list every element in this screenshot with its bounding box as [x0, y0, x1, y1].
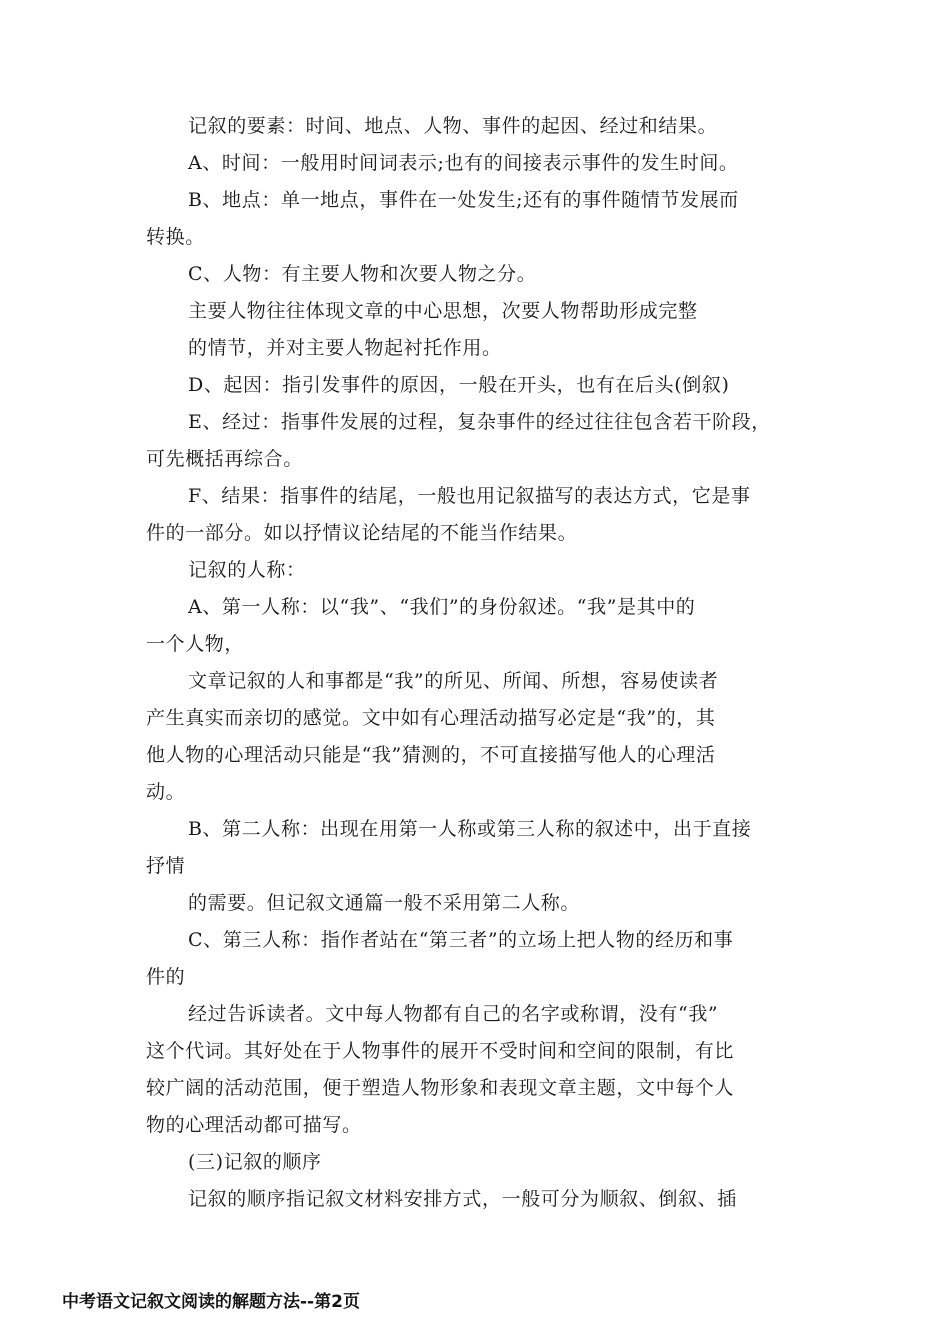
text-line: B、第二人称：出现在用第一人称或第三人称的叙述中，出于直接: [188, 818, 752, 840]
text-line: D、起因：指引发事件的原因，一般在开头，也有在后头(倒叙): [188, 374, 730, 396]
text-line: B、地点：单一地点，事件在一处发生;还有的事件随情节发展而: [188, 189, 739, 211]
text-line: 的需要。但记叙文通篇一般不采用第二人称。: [188, 892, 581, 914]
text-line: 记叙的顺序指记叙文材料安排方式，一般可分为顺叙、倒叙、插: [188, 1188, 737, 1210]
text-line: 抒情: [146, 855, 186, 877]
text-line: E、经过：指事件发展的过程，复杂事件的经过往往包含若干阶段，: [188, 411, 771, 433]
text-line: 记叙的要素：时间、地点、人物、事件的起因、经过和结果。: [188, 115, 718, 137]
text-line: 主要人物往往体现文章的中心思想，次要人物帮助形成完整: [188, 300, 698, 322]
text-line: 这个代词。其好处在于人物事件的展开不受时间和空间的限制，有比: [146, 1040, 735, 1062]
text-line: 物的心理活动都可描写。: [146, 1114, 362, 1136]
text-line: 他人物的心理活动只能是“我”猜测的，不可直接描写他人的心理活: [146, 744, 716, 766]
text-line: 文章记叙的人和事都是“我”的所见、所闻、所想，容易使读者: [188, 670, 719, 692]
text-line: 件的: [146, 966, 186, 988]
text-line: A、第一人称：以“我”、“我们”的身份叙述。“我”是其中的: [188, 596, 696, 618]
text-line: 较广阔的活动范围，便于塑造人物形象和表现文章主题，文中每个人: [146, 1077, 735, 1099]
text-line: 产生真实而亲切的感觉。文中如有心理活动描写必定是“我”的，其: [146, 707, 716, 729]
text-line: 可先概括再综合。: [146, 448, 303, 470]
text-line: 动。: [146, 781, 186, 803]
section-heading: (三)记叙的顺序: [188, 1151, 322, 1173]
body-text: [146, 108, 808, 1218]
text-line: 件的一部分。如以抒情议论结尾的不能当作结果。: [146, 522, 578, 544]
text-line: A、时间：一般用时间词表示;也有的间接表示事件的发生时间。: [188, 152, 739, 174]
text-line: F、结果：指事件的结尾，一般也用记叙描写的表达方式，它是事: [188, 485, 751, 507]
text-line: 一个人物，: [146, 633, 245, 655]
text-line: 经过告诉读者。文中每人物都有自己的名字或称谓，没有“我”: [188, 1003, 719, 1025]
text-line: C、第三人称：指作者站在“第三者”的立场上把人物的经历和事: [188, 929, 734, 951]
text-line: 转换。: [146, 226, 205, 248]
text-line: 记叙的人称：: [188, 559, 306, 581]
text-line: 的情节，并对主要人物起衬托作用。: [188, 337, 502, 359]
page-footer: 中考语文记叙文阅读的解题方法--第2页: [62, 1292, 360, 1312]
text-line: C、人物：有主要人物和次要人物之分。: [188, 263, 537, 285]
